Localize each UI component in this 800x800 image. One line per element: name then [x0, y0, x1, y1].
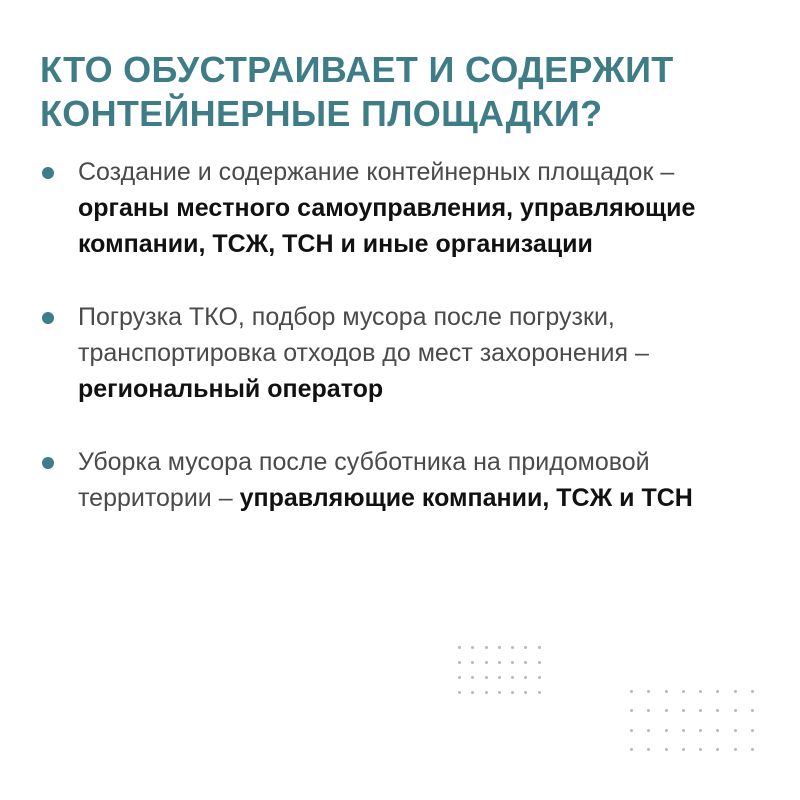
decor-dot	[716, 709, 719, 712]
page-title	[40, 48, 760, 136]
decor-dot	[665, 729, 668, 732]
list-item-strong-text: управляющие компании, ТСЖ и ТСН	[239, 484, 693, 512]
decor-dot	[485, 676, 488, 679]
bullet-dot-icon	[42, 167, 54, 179]
decor-dot	[751, 709, 754, 712]
bullet-list	[40, 154, 770, 516]
decor-dot	[511, 691, 514, 694]
list-item	[40, 299, 770, 407]
decor-dot	[647, 729, 650, 732]
decor-dot	[471, 676, 474, 679]
list-item	[40, 154, 770, 262]
decor-dot	[647, 709, 650, 712]
decor-dot	[538, 661, 541, 664]
decor-dot	[630, 709, 633, 712]
decor-dot	[538, 646, 541, 649]
decor-dot	[498, 646, 501, 649]
decor-dot	[699, 748, 702, 751]
decor-dot	[524, 676, 527, 679]
decor-dot	[630, 748, 633, 751]
decor-dot	[471, 691, 474, 694]
page-title-line-2: КОНТЕЙНЕРНЫЕ ПЛОЩАДКИ?	[40, 93, 603, 134]
decorative-dot-grid	[458, 646, 541, 694]
bullet-dot-icon	[42, 312, 54, 324]
list-item-text: транспортировка отходов до мест захоронения –	[78, 339, 649, 367]
decor-dot	[458, 646, 461, 649]
decor-dot	[524, 646, 527, 649]
decor-dot	[538, 676, 541, 679]
decor-dot	[699, 709, 702, 712]
decor-dot	[734, 690, 737, 693]
list-item-strong-text: компании, ТСЖ, ТСН и иные организации	[78, 230, 593, 258]
decor-dot	[751, 729, 754, 732]
list-item-text: Создание и содержание контейнерных площадок –	[78, 158, 675, 186]
decor-dot	[716, 690, 719, 693]
decor-dot	[665, 709, 668, 712]
list-item-strong-text: органы местного самоуправления, управляющие	[78, 194, 696, 222]
decor-dot	[734, 729, 737, 732]
decor-dot	[734, 709, 737, 712]
list-item-strong-text: региональный оператор	[78, 375, 384, 403]
decorative-dot-grid	[630, 690, 754, 751]
decor-dot	[751, 748, 754, 751]
decor-dot	[471, 661, 474, 664]
decor-dot	[699, 690, 702, 693]
decor-dot	[458, 676, 461, 679]
decor-dot	[716, 729, 719, 732]
decor-dot	[630, 729, 633, 732]
bullet-dot-icon	[42, 457, 54, 469]
decor-dot	[485, 691, 488, 694]
decor-dot	[458, 691, 461, 694]
decor-dot	[647, 690, 650, 693]
decor-dot	[485, 646, 488, 649]
decor-dot	[630, 690, 633, 693]
decor-dot	[511, 661, 514, 664]
decor-dot	[699, 729, 702, 732]
decor-dot	[682, 709, 685, 712]
list-item-text-row	[78, 480, 770, 516]
decor-dot	[647, 748, 650, 751]
page-title-line-1: КТО ОБУСТРАИВАЕТ И СОДЕРЖИТ	[40, 49, 674, 90]
decor-dot	[665, 690, 668, 693]
decor-dot	[734, 748, 737, 751]
decor-dot	[524, 691, 527, 694]
list-item-text: Уборка мусора после субботника на придомовой	[78, 448, 650, 476]
decor-dot	[511, 646, 514, 649]
list-item-text: территории –	[78, 484, 240, 512]
decor-dot	[682, 729, 685, 732]
decor-dot	[458, 661, 461, 664]
decor-dot	[498, 661, 501, 664]
decor-dot	[498, 676, 501, 679]
decor-dot	[751, 690, 754, 693]
decor-dot	[498, 691, 501, 694]
decor-dot	[682, 748, 685, 751]
decor-dot	[485, 661, 488, 664]
decor-dot	[538, 691, 541, 694]
decor-dot	[665, 748, 668, 751]
list-item-text: Погрузка ТКО, подбор мусора после погрузки,	[78, 303, 615, 331]
decor-dot	[682, 690, 685, 693]
list-item	[40, 444, 770, 516]
decor-dot	[716, 748, 719, 751]
decor-dot	[524, 661, 527, 664]
decor-dot	[511, 676, 514, 679]
decor-dot	[471, 646, 474, 649]
